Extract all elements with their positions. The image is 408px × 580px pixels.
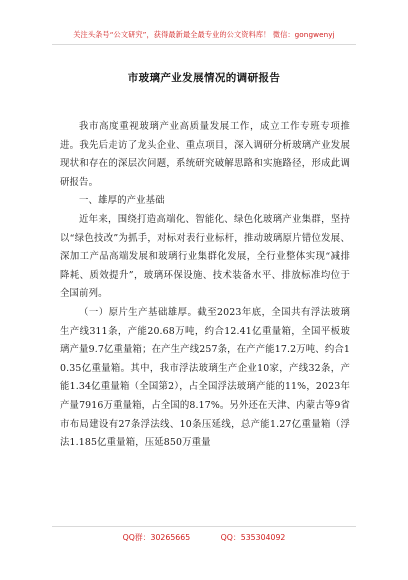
qq-group-text: QQ群：30265665 bbox=[122, 533, 191, 542]
intro-paragraph: 我市高度重视玻璃产业高质量发展工作，成立工作专班专项推进。我先后走访了龙头企业、重点项目，深入调研分析玻璃产业发展现状和存在的深层次问题，系统研究破解思路和实施路径，形成此调研报告。 bbox=[60, 121, 350, 188]
footer-contact bbox=[0, 532, 408, 543]
section-paragraph: 近年来，围绕打造高端化、智能化、绿色化玻璃产业集群，坚持以“绿色技改”为抓手，对标对表行业标杆，推动玻璃原片错位发展、深加工产品高端发展和玻璃行业集群化发展，全行业整体实现“减排降耗、质效提升”，玻璃环保设施、技术装备水平、排放标准均位于全国前列。 bbox=[60, 213, 350, 300]
footer-divider bbox=[52, 526, 356, 527]
document-title: 市玻璃产业发展情况的调研报告 bbox=[127, 72, 281, 84]
qq-number-text: QQ：535304092 bbox=[220, 533, 286, 542]
document-body bbox=[60, 118, 350, 453]
section-heading: 一、雄厚的产业基础 bbox=[79, 195, 165, 207]
subsection-paragraph: （一）原片生产基础雄厚。截至2023年底，全国共有浮法玻璃生产线311条，产能20.68万吨，约合12.41亿重量箱，全国平板玻璃产量9.7亿重量箱；在产生产线257条，在产产能17.2万吨、约合10.35亿重量箱。其中，我市浮法玻璃生产企业10家，产线32条，产能1.34亿重量箱（全国第2），占全国浮法玻璃产能的11%，2023年产量7916万重量箱，占全国的8.17%。另外还在天津、内蒙古等9省市布局建设有27条浮法线、10条压延线，总产能1.27亿重量箱（浮法1.185亿重量箱，压延850万重量 bbox=[60, 306, 350, 449]
header-divider bbox=[52, 44, 356, 45]
header-notice: 关注头条号“公文研究”，获得最新最全最专业的公文资料库！ 微信：gongwenyj bbox=[73, 30, 335, 39]
